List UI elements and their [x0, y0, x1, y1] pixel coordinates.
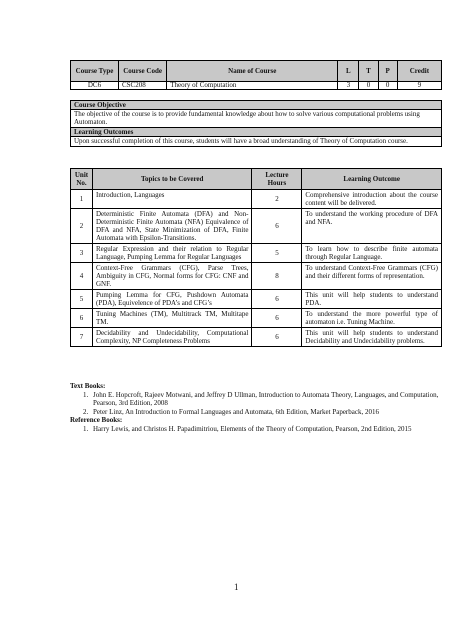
- header-unit-no: Unit No.: [71, 169, 93, 190]
- unit-outcome: This unit will help students to understand Decidability and Undecidability problems.: [302, 328, 442, 347]
- text-books-list: [70, 391, 442, 417]
- table-row: [71, 309, 442, 328]
- unit-outcome: This unit will help students to understand PDA.: [302, 290, 442, 309]
- books-section: [70, 382, 442, 433]
- page-number: 1: [234, 582, 239, 592]
- course-t: 0: [359, 82, 378, 90]
- table-row: [71, 328, 442, 347]
- units-table: [70, 168, 442, 347]
- book-citation: Peter Linz, An Introduction to Formal Languages and Automata, 6th Edition, Market Paperback, 2016: [93, 407, 379, 416]
- header-lecture-hours: Lecture Hours: [252, 169, 302, 190]
- unit-number: 1: [71, 190, 93, 209]
- header-course-name: Name of Course: [167, 61, 338, 82]
- table-row: [71, 290, 442, 309]
- unit-topic: Decidability and Undecidability, Computational Complexity, NP Completeness Problems: [92, 328, 252, 347]
- unit-number: 2: [71, 209, 93, 244]
- unit-hours: 5: [252, 244, 302, 263]
- header-t: T: [359, 61, 378, 82]
- course-name: Theory of Computation: [167, 82, 338, 90]
- unit-outcome: To understand the working procedure of DFA and NFA.: [302, 209, 442, 244]
- course-p: 0: [378, 82, 397, 90]
- reference-books-heading: Reference Books:: [70, 416, 123, 424]
- course-table: [70, 60, 442, 90]
- unit-topic: Regular Expression and their relation to Regular Language, Pumping Lemma for Regular Languages: [92, 244, 252, 263]
- learning-outcomes-heading: Learning Outcomes: [71, 128, 442, 137]
- unit-hours: 8: [252, 263, 302, 290]
- course-objective-text: The objective of the course is to provide fundamental knowledge about how to solve various computational problems using Automaton.: [71, 110, 442, 128]
- book-citation: Harry Lewis, and Christos H. Papadimitriou, Elements of the Theory of Computation, Pearson, 2nd Edition, 2015: [93, 424, 412, 433]
- text-books-heading: Text Books:: [70, 382, 106, 390]
- header-learning-outcome: Learning Outcome: [302, 169, 442, 190]
- table-row: [71, 263, 442, 290]
- unit-number: 3: [71, 244, 93, 263]
- table-row: [71, 244, 442, 263]
- course-credit: 9: [397, 82, 441, 90]
- unit-outcome: To understand Context-Free Grammars (CFG) and their different forms of representation.: [302, 263, 442, 290]
- list-number: 2.: [83, 407, 89, 416]
- list-item: [75, 391, 442, 408]
- header-course-type: Course Type: [71, 61, 119, 82]
- list-item: [75, 425, 442, 434]
- unit-topic: Pumping Lemma for CFG, Pushdown Automata (PDA), Equivelence of PDA’s and CFG’s: [92, 290, 252, 309]
- header-p: P: [378, 61, 397, 82]
- unit-number: 6: [71, 309, 93, 328]
- unit-outcome: To understand the more powerful type of automaton i.e. Tuning Machine.: [302, 309, 442, 328]
- table-row: [71, 209, 442, 244]
- header-course-code: Course Code: [119, 61, 167, 82]
- header-credit: Credit: [397, 61, 441, 82]
- unit-outcome: To learn how to describe finite automata through Regular Language.: [302, 244, 442, 263]
- unit-topic: Tuning Machines (TM), Multitrack TM, Multitape TM.: [92, 309, 252, 328]
- unit-outcome: Comprehensive introduction about the course content will be delivered.: [302, 190, 442, 209]
- unit-hours: 6: [252, 309, 302, 328]
- unit-hours: 2: [252, 190, 302, 209]
- header-topics: Topics to be Covered: [92, 169, 252, 190]
- book-citation: John E. Hopcroft, Rajeev Motwani, and Jeffrey D Ullman, Introduction to Automata Theory, Languages, and Computation, Pearson, 3rd Edition, 2008: [93, 390, 439, 407]
- list-number: 1.: [83, 390, 89, 399]
- course-type: DC6: [71, 82, 119, 90]
- unit-number: 4: [71, 263, 93, 290]
- list-item: [75, 408, 442, 417]
- course-code: CSC208: [119, 82, 167, 90]
- header-l: L: [338, 61, 359, 82]
- course-row: [71, 82, 442, 90]
- course-objective-heading: Course Objective: [71, 101, 442, 110]
- objective-table: [70, 100, 442, 147]
- unit-hours: 6: [252, 290, 302, 309]
- course-l: 3: [338, 82, 359, 90]
- unit-hours: 6: [252, 328, 302, 347]
- unit-topic: Deterministic Finite Automata (DFA) and Non-Deterministic Finite Automata (NFA) Equivalence of DFA and NFA, State Minimization of DFA, Finite Automata with Epsilon-Transitions.: [92, 209, 252, 244]
- unit-number: 5: [71, 290, 93, 309]
- course-table-header-row: [71, 61, 442, 82]
- unit-topic: Context-Free Grammars (CFG), Parse Trees, Ambiguity in CFG, Normal forms for CFG: CNF and GNF.: [92, 263, 252, 290]
- units-header-row: [71, 169, 442, 190]
- unit-number: 7: [71, 328, 93, 347]
- learning-outcomes-text: Upon successful completion of this course, students will have a broad understanding of Theory of Computation course.: [71, 137, 442, 147]
- table-row: [71, 190, 442, 209]
- unit-topic: Introduction, Languages: [92, 190, 252, 209]
- unit-hours: 6: [252, 209, 302, 244]
- reference-books-list: [70, 425, 442, 434]
- list-number: 1.: [83, 424, 89, 433]
